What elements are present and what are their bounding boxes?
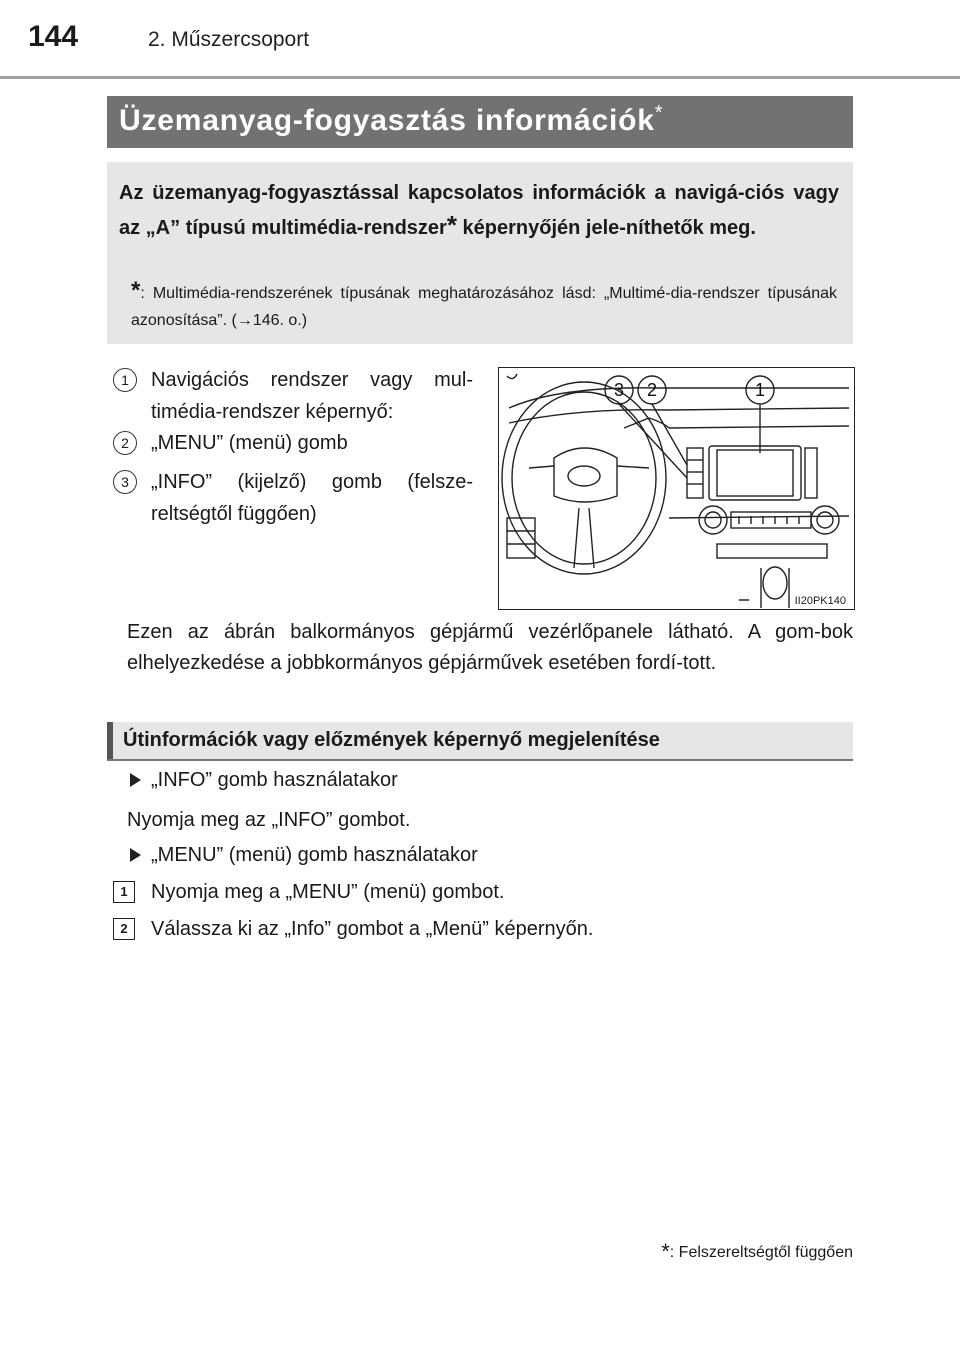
dashboard-illustration — [499, 368, 854, 609]
bottom-footnote-text: : Felszereltségtől függően — [669, 1244, 853, 1261]
footnote-asterisk: * — [131, 277, 141, 304]
bottom-asterisk: * — [661, 1239, 670, 1264]
step-number-1: 1 — [113, 881, 135, 903]
body-paragraph: Ezen az ábrán balkormányos gépjármű vezérlőpanele látható. A gom-bok elhelyezkedése a jobbkormányos gépjárművek esetében fordí-tott. — [127, 621, 853, 674]
chapter-title: 2. Műszercsoport — [148, 28, 310, 51]
info-heading — [130, 766, 398, 794]
figure-label-1: 1 — [754, 380, 766, 400]
callout-number-1: 1 — [113, 368, 137, 392]
intro-line2: képernyőjén jele-níthetők meg. — [456, 217, 756, 239]
intro-footnote — [131, 277, 837, 334]
dashboard-figure — [498, 367, 855, 610]
callout-text-3: „INFO” (kijelző) gomb (felsze-reltségtől függően) — [151, 471, 473, 525]
step-1 — [113, 878, 504, 906]
callout-number-2: 2 — [113, 431, 137, 455]
triangle-bullet-icon — [130, 848, 141, 862]
info-step: Nyomja meg az „INFO” gombot. — [127, 809, 411, 831]
callout-item-2 — [113, 427, 473, 459]
callout-item-1 — [113, 364, 473, 428]
figure-label-3: 3 — [613, 380, 625, 400]
intro-box — [107, 162, 853, 344]
callout-text-2: „MENU” (menü) gomb — [151, 432, 348, 454]
figure-code: II20PK140 — [794, 595, 846, 607]
step-text-1: Nyomja meg a „MENU” (menü) gombot. — [151, 881, 505, 903]
intro-line1: Az üzemanyag-fogyasztással kapcsolatos információk a navigá-ciós vagy az „A” típusú multimédia-rendszer — [119, 182, 839, 239]
figure-label-2: 2 — [646, 380, 658, 400]
footnote-text: : Multimédia-rendszerének típusának meghatározásához lásd: „Multimé-dia-rendszer típusának azonosítása”. (→146. o.) — [131, 285, 837, 329]
triangle-bullet-icon — [130, 773, 141, 787]
section-title-bar — [107, 96, 853, 148]
callout-text-1: Navigációs rendszer vagy mul-timédia-rendszer képernyő: — [151, 369, 473, 423]
title-asterisk: * — [654, 102, 664, 124]
subsection-header — [107, 722, 853, 761]
page-title — [119, 102, 663, 138]
header-divider — [0, 76, 960, 79]
page-number: 144 — [28, 20, 79, 53]
callout-number-3: 3 — [113, 470, 137, 494]
subsection-title: Útinformációk vagy előzmények képernyő megjelenítése — [123, 729, 660, 751]
bottom-footnote — [661, 1239, 853, 1265]
menu-heading-text: „MENU” (menü) gomb használatakor — [151, 844, 478, 866]
subsection-accent — [107, 722, 113, 759]
step-text-2: Válassza ki az „Info” gombot a „Menü” képernyőn. — [151, 918, 594, 940]
menu-heading — [130, 841, 478, 869]
step-number-2: 2 — [113, 918, 135, 940]
step-2 — [113, 915, 593, 943]
intro-text — [119, 176, 839, 246]
info-heading-text: „INFO” gomb használatakor — [151, 769, 398, 791]
callout-item-3 — [113, 466, 473, 530]
page-title-text: Üzemanyag-fogyasztás információk — [119, 104, 655, 137]
intro-asterisk: * — [446, 210, 457, 240]
